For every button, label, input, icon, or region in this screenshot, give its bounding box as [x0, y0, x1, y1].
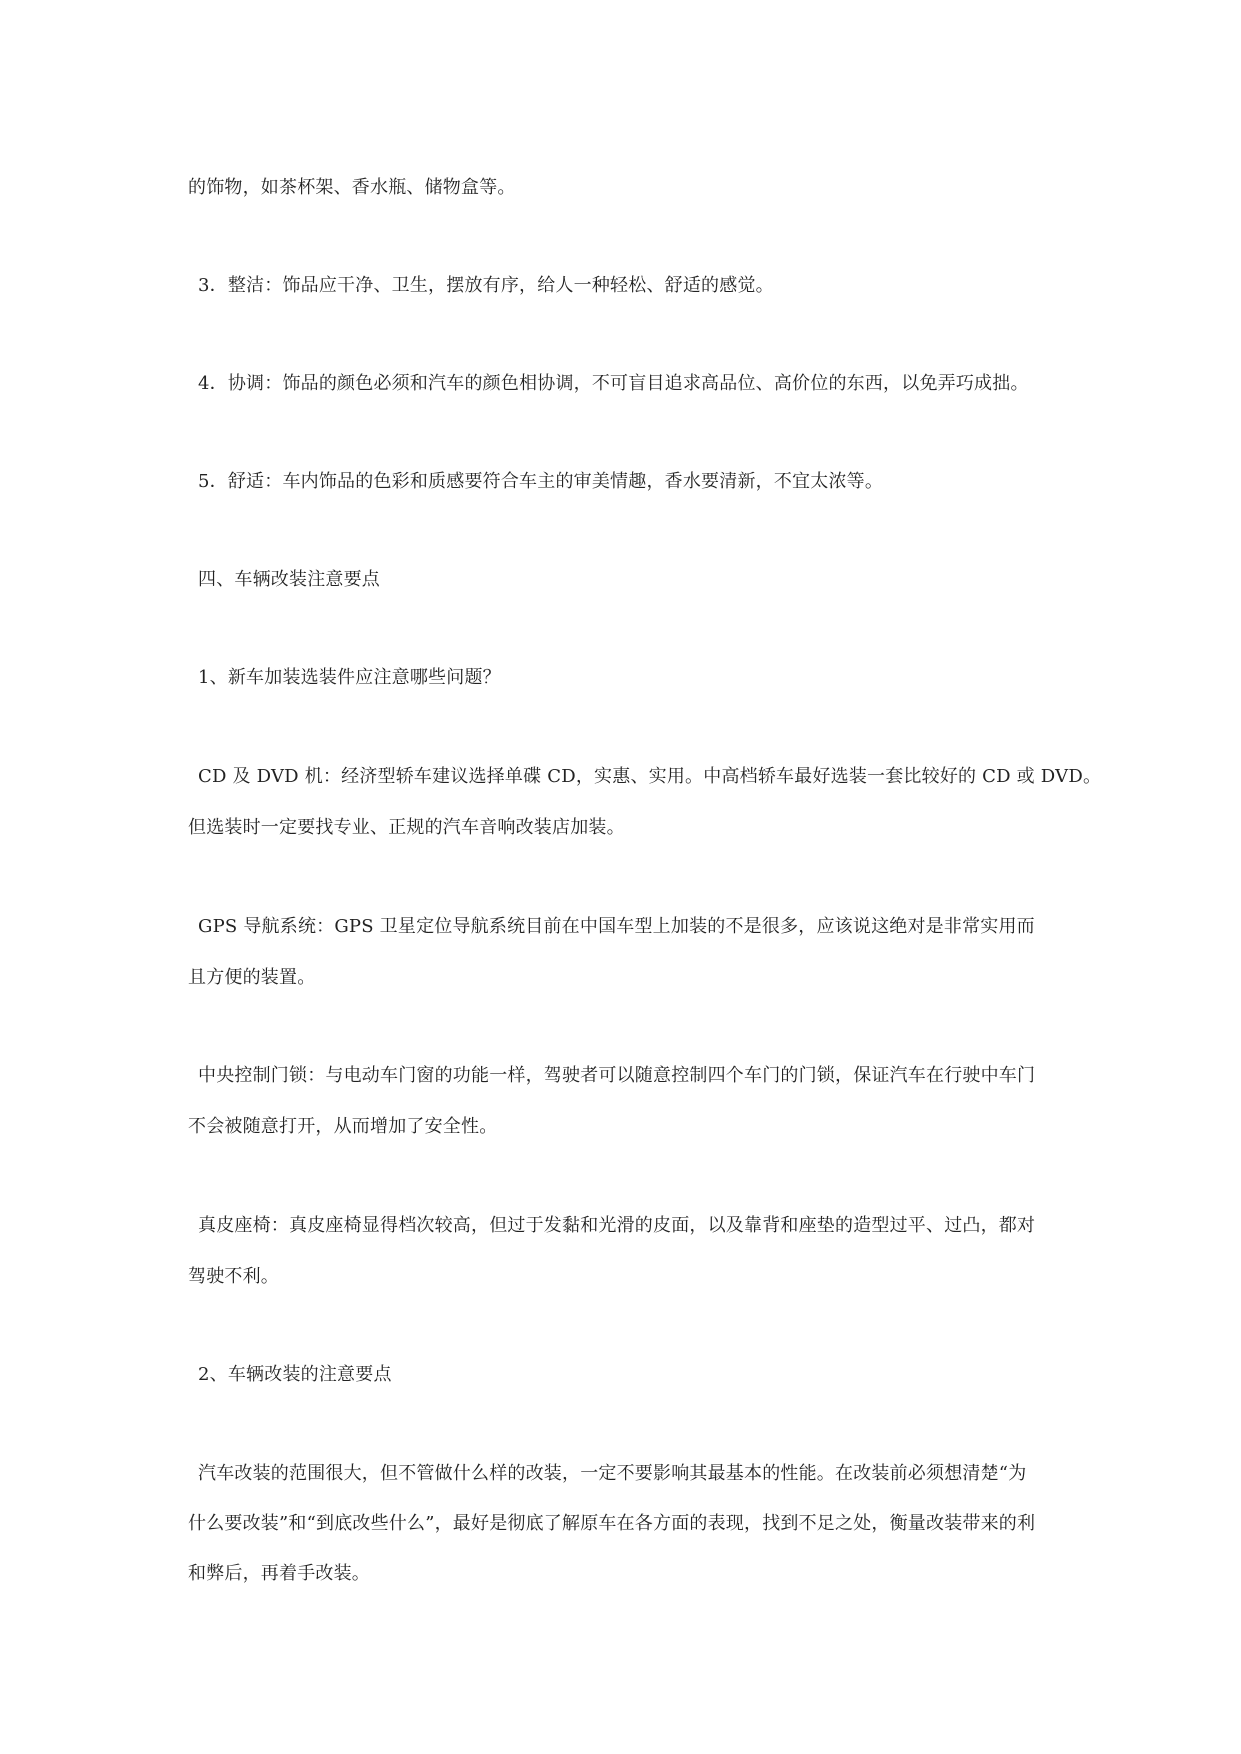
section-heading: 四、车辆改装注意要点 — [198, 569, 380, 590]
list-item-coordinate: 4．协调：饰品的颜色必须和汽车的颜色相协调，不可盲目追求高品位、高价位的东西，以免弄巧成拙。 — [198, 373, 1029, 394]
paragraph-leather-seat-line-2: 驾驶不利。 — [188, 1266, 279, 1287]
subsection-heading: 2、车辆改装的注意要点 — [198, 1364, 392, 1385]
paragraph-modification-line-1: 汽车改装的范围很大，但不管做什么样的改装，一定不要影响其最基本的性能。在改装前必须想清楚“为 — [198, 1463, 1027, 1484]
paragraph-gps-line-2: 且方便的装置。 — [188, 967, 316, 988]
paragraph-central-lock-line-1: 中央控制门锁：与电动车门窗的功能一样，驾驶者可以随意控制四个车门的门锁，保证汽车在行驶中车门 — [198, 1065, 1036, 1086]
subsection-heading: 1、新车加装选装件应注意哪些问题？ — [198, 667, 501, 688]
text-line: 的饰物，如茶杯架、香水瓶、储物盒等。 — [188, 177, 516, 198]
paragraph-cd-dvd-line-2: 但选装时一定要找专业、正规的汽车音响改装店加装。 — [188, 817, 625, 838]
paragraph-modification-line-3: 和弊后，再着手改装。 — [188, 1563, 370, 1584]
paragraph-gps-line-1: GPS 导航系统：GPS 卫星定位导航系统目前在中国车型上加装的不是很多，应该说这绝对是非常实用而 — [198, 916, 1035, 937]
paragraph-modification-line-2: 什么要改装”和“到底改些什么”，最好是彻底了解原车在各方面的表现，找到不足之处，衡量改装带来的利 — [188, 1513, 1036, 1534]
paragraph-cd-dvd-line-1: CD 及 DVD 机：经济型轿车建议选择单碟 CD，实惠、实用。中高档轿车最好选装一套比较好的 CD 或 DVD。 — [198, 766, 1102, 787]
paragraph-central-lock-line-2: 不会被随意打开，从而增加了安全性。 — [188, 1116, 498, 1137]
list-item-comfort: 5．舒适：车内饰品的色彩和质感要符合车主的审美情趣，香水要清新，不宜太浓等。 — [198, 471, 884, 492]
paragraph-leather-seat-line-1: 真皮座椅：真皮座椅显得档次较高，但过于发黏和光滑的皮面，以及靠背和座垫的造型过平、过凸，都对 — [198, 1215, 1036, 1236]
list-item-tidy: 3．整洁：饰品应干净、卫生，摆放有序，给人一种轻松、舒适的感觉。 — [198, 275, 774, 296]
